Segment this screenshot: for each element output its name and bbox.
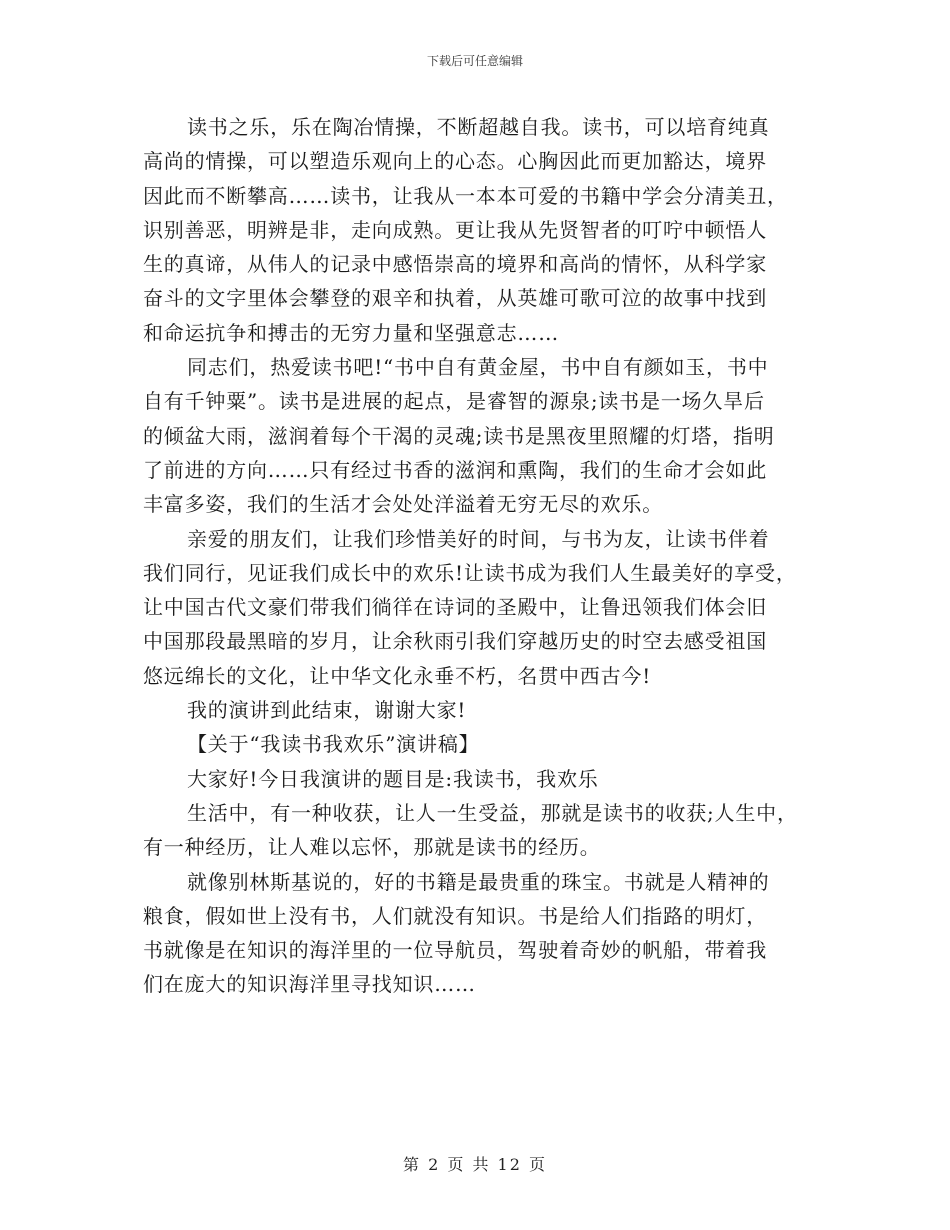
paragraph-line: 书就像是在知识的海洋里的一位导航员，驾驶着奇妙的帆船，带着我	[143, 938, 767, 963]
paragraph-line: 大家好!今日我演讲的题目是:我读书，我欢乐	[187, 766, 599, 791]
paragraph-line: 的倾盆大雨，滋润着每个干渴的灵魂;读书是黑夜里照耀的灯塔，指明	[143, 423, 775, 448]
paragraph-line: 我们同行，见证我们成长中的欢乐!让读书成为我们人生最美好的享受，	[143, 560, 797, 585]
document-body	[143, 110, 823, 1002]
section-heading: 【关于“我读书我欢乐”演讲稿】	[187, 732, 480, 757]
paragraph-line: 同志们，热爱读书吧!“书中自有黄金屋，书中自有颜如玉，书中	[187, 355, 769, 380]
paragraph-line: 读书之乐，乐在陶冶情操，不断超越自我。读书，可以培育纯真	[187, 115, 770, 139]
page-footer: 第 2 页 共 12 页	[403, 1155, 547, 1174]
paragraph-line: 自有千钟粟”。读书是进展的起点，是睿智的源泉;读书是一场久旱后	[143, 389, 765, 414]
paragraph-line: 丰富多姿，我们的生活才会处处洋溢着无穷无尽的欢乐。	[143, 492, 663, 517]
paragraph-line: 有一种经历，让人难以忘怀，那就是读书的经历。	[143, 835, 601, 860]
paragraph-line: 生的真谛，从伟人的记录中感悟崇高的境界和高尚的情怀，从科学家	[143, 252, 767, 277]
paragraph-line: 让中国古代文豪们带我们徜徉在诗词的圣殿中，让鲁迅领我们体会旧	[143, 595, 767, 620]
paragraph-line: 高尚的情操，可以塑造乐观向上的心态。心胸因此而更加豁达，境界	[143, 149, 767, 174]
paragraph-line: 悠远绵长的文化，让中华文化永垂不朽，名贯中西古今!	[143, 663, 652, 688]
paragraph-line: 因此而不断攀高……读书，让我从一本本可爱的书籍中学会分清美丑，	[143, 183, 788, 208]
paragraph-line: 我的演讲到此结束，谢谢大家!	[187, 698, 467, 723]
paragraph-line: 粮食，假如世上没有书，人们就没有知识。书是给人们指路的明灯，	[143, 903, 767, 928]
paragraph-line: 奋斗的文字里体会攀登的艰辛和执着，从英雄可歌可泣的故事中找到	[143, 286, 767, 311]
paragraph-line: 亲爱的朋友们，让我们珍惜美好的时间，与书为友，让读书伴着	[187, 526, 770, 551]
page-header: 下载后可任意编辑	[426, 54, 523, 68]
paragraph-line: 了前进的方向……只有经过书香的滋润和熏陶，我们的生命才会如此	[143, 457, 767, 482]
paragraph-line: 们在庞大的知识海洋里寻找知识……	[143, 972, 476, 997]
paragraph-line: 识别善恶，明辨是非，走向成熟。更让我从先贤智者的叮咛中顿悟人	[143, 217, 767, 242]
paragraph-line: 生活中，有一种收获，让人一生受益，那就是读书的收获;人生中，	[187, 800, 798, 825]
paragraph-line: 中国那段最黑暗的岁月，让余秋雨引我们穿越历史的时空去感受祖国	[143, 629, 767, 654]
paragraph-line: 就像别林斯基说的，好的书籍是最贵重的珠宝。书就是人精神的	[187, 869, 770, 894]
paragraph-line: 和命运抗争和搏击的无穷力量和坚强意志……	[143, 320, 559, 345]
